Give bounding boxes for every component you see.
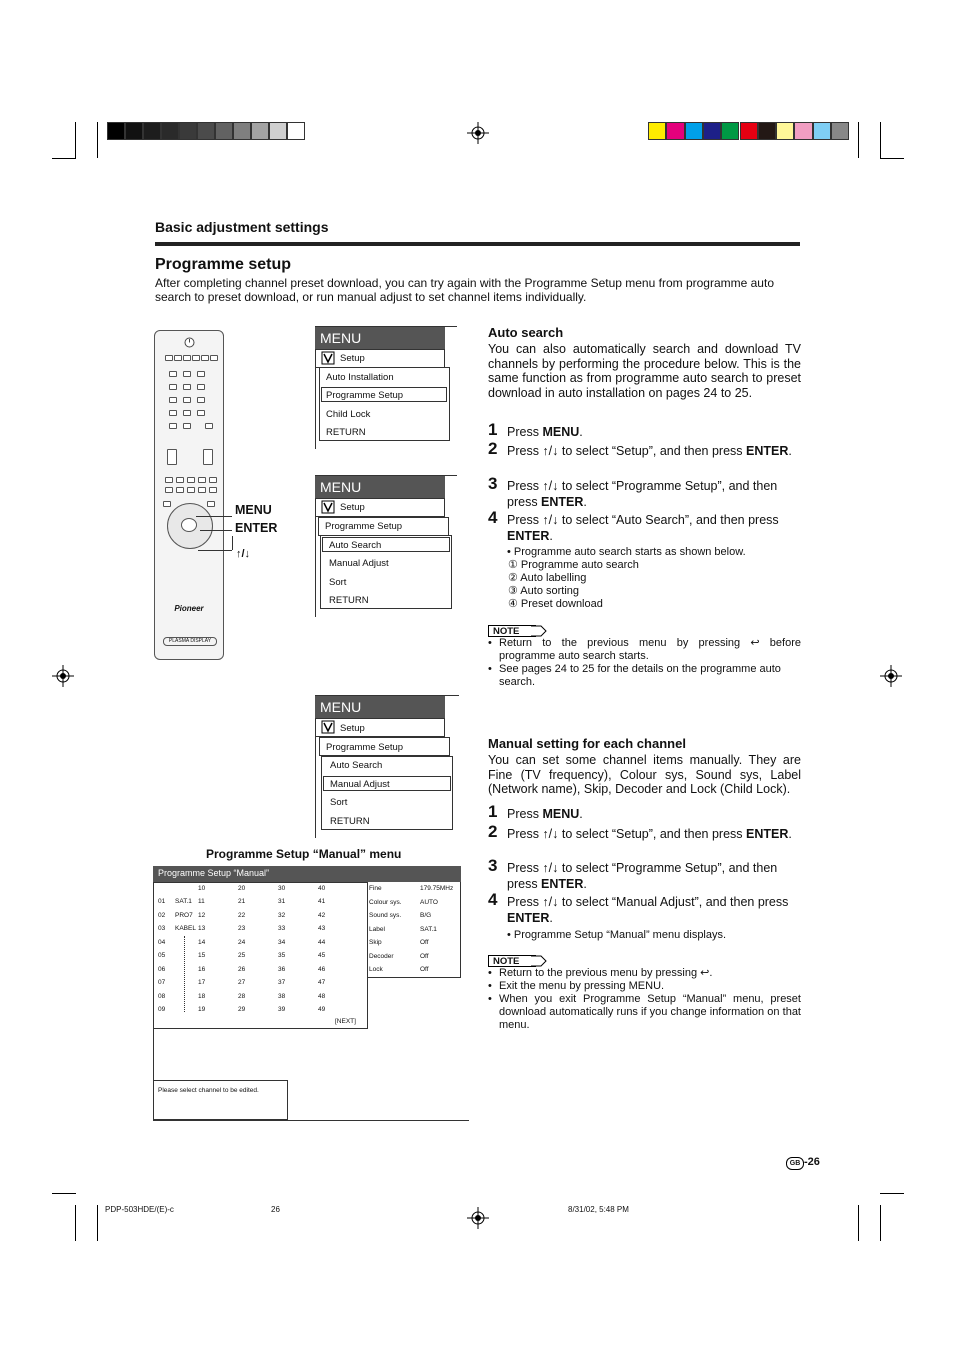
color-swatch <box>794 122 812 140</box>
grid-cell[interactable]: 33 <box>278 925 286 932</box>
grid-cell: 04 <box>158 938 166 946</box>
step-number: 3 <box>488 474 498 493</box>
detail-label: Lock <box>369 966 383 973</box>
remote-button <box>169 371 177 377</box>
auto-search-body: You can also automatically search and download TV channels by performing the procedure below. This is the same function as from programme auto search to preset download in auto installation on pages 24 to 25. <box>488 342 801 400</box>
grid-cell[interactable]: 34 <box>278 938 286 946</box>
page-title: Programme setup <box>155 256 292 273</box>
grid-cell[interactable]: 48 <box>318 992 326 1000</box>
grid-cell: 05 <box>158 952 166 959</box>
manual-menu-caption: Programme Setup “Manual” menu <box>206 847 402 861</box>
gray-swatch <box>179 122 197 140</box>
menu-item-selected[interactable]: Auto Search <box>329 540 382 551</box>
grid-cell: KABEL <box>175 925 196 932</box>
grid-cell[interactable]: 32 <box>278 911 286 919</box>
detail-value: 179.75MHz <box>420 885 454 892</box>
remote-button <box>169 384 177 390</box>
note-bullet: • <box>488 993 492 1005</box>
gray-swatch <box>269 122 287 140</box>
step-text-pre: Press ↑/↓ to select “Auto Search”, and then press <box>507 513 779 527</box>
manual-setting-body: You can set some channel items manually. They are Fine (TV frequency), Colour sys, Sound sys, Label (Network name), Skip, Decoder and Lock (Child Lock). <box>488 753 801 796</box>
footer-center: 26 <box>271 1205 280 1214</box>
manual-setting-heading: Manual setting for each channel <box>488 736 686 751</box>
note-bullet: • <box>488 967 492 979</box>
step-text-post: . <box>583 877 587 891</box>
detail-value: SAT.1 <box>420 925 437 933</box>
page-number: -26 <box>804 1156 820 1168</box>
auto-search-sub-item: ③ Auto sorting <box>508 585 580 597</box>
remote-button <box>183 371 191 377</box>
manual-setting-bullet: • Programme Setup “Manual” menu displays. <box>507 929 727 941</box>
grid-cell[interactable]: 46 <box>318 965 326 973</box>
callout-line <box>196 516 232 517</box>
menu-item[interactable]: Sort <box>330 797 348 808</box>
header-rule <box>155 242 800 246</box>
menu-sub-label: Programme Setup <box>326 742 404 753</box>
menu-setup-label: Setup <box>340 723 365 734</box>
remote-button <box>198 477 206 483</box>
gray-swatch <box>125 122 143 140</box>
auto-search-note: See pages 24 to 25 for the details on the programme auto search. <box>499 663 781 688</box>
gray-swatch <box>161 122 179 140</box>
gray-swatch <box>233 122 251 140</box>
step-text-pre: Press ↑/↓ to select “Programme Setup”, and then press <box>507 861 778 891</box>
note-badge: NOTE <box>488 955 536 967</box>
remote-button <box>163 501 171 507</box>
auto-search-sub-item: ④ Preset download <box>508 598 603 610</box>
grid-cell[interactable]: 29 <box>238 1006 246 1013</box>
note-badge: NOTE <box>488 625 536 637</box>
crop-mark <box>880 1193 904 1194</box>
remote-plasma-label: PLASMA DISPLAY <box>163 637 217 646</box>
menu-header: MENU <box>315 696 445 718</box>
remote-button <box>176 477 184 483</box>
remote-button <box>197 397 205 403</box>
color-swatch <box>703 122 721 140</box>
gray-swatch <box>197 122 215 140</box>
remote-button <box>197 371 205 377</box>
remote-button <box>210 355 218 361</box>
step-text-post: . <box>549 529 553 543</box>
menu-item[interactable]: Auto Search <box>330 760 383 771</box>
grid-cell[interactable]: 35 <box>278 952 286 959</box>
note-bullet: • <box>488 637 492 649</box>
grid-cell: 03 <box>158 925 166 932</box>
menu-item[interactable]: Sort <box>329 577 347 588</box>
remote-control <box>154 330 224 660</box>
gray-swatch <box>251 122 269 140</box>
callout-line <box>200 530 232 531</box>
detail-label: Colour sys. <box>369 898 402 906</box>
grid-cell[interactable]: 45 <box>318 952 326 959</box>
remote-button <box>203 449 213 465</box>
color-swatch <box>721 122 739 140</box>
crop-mark <box>97 122 98 158</box>
detail-label: Decoder <box>369 952 394 960</box>
grid-col-head: 10 <box>198 885 206 892</box>
remote-button <box>183 410 191 416</box>
menu-item[interactable]: RETURN <box>330 816 370 827</box>
detail-value: B/G <box>420 912 432 919</box>
detail-label: Label <box>369 925 385 933</box>
grid-cell[interactable]: 14 <box>198 938 206 946</box>
remote-enter-label: ENTER <box>235 521 278 535</box>
power-icon <box>184 337 195 348</box>
detail-value: AUTO <box>420 898 438 906</box>
crop-mark <box>97 1205 98 1241</box>
next-link[interactable]: [NEXT] <box>335 1018 356 1025</box>
step-text-key: ENTER <box>746 827 789 841</box>
step-number: 1 <box>488 802 498 821</box>
remote-button <box>201 355 209 361</box>
detail-label: Skip <box>369 939 382 946</box>
note-bullet: • <box>488 980 492 992</box>
note-arrow-icon <box>531 625 547 637</box>
registration-mark-icon <box>467 1207 489 1229</box>
grid-cell[interactable]: 47 <box>318 979 326 986</box>
grid-cell[interactable]: 12 <box>198 911 206 919</box>
crop-mark <box>75 122 76 158</box>
remote-button <box>169 423 177 429</box>
grid-cell[interactable]: 24 <box>238 938 246 946</box>
grid-cell[interactable]: 25 <box>238 952 246 959</box>
crop-mark <box>75 1205 76 1241</box>
menu-item-selected[interactable]: Programme Setup <box>326 390 404 401</box>
grid-cell[interactable]: 18 <box>198 992 206 1000</box>
grid-cell: 09 <box>158 1006 166 1013</box>
grid-cell[interactable]: 22 <box>238 911 246 919</box>
step-text-post: . <box>579 425 583 439</box>
remote-button <box>183 355 191 361</box>
registration-mark-icon <box>467 122 489 144</box>
grid-cell[interactable]: 31 <box>278 898 286 905</box>
grid-cell[interactable]: 13 <box>198 925 206 932</box>
step-text-key: MENU <box>542 425 580 439</box>
menu-item[interactable]: Manual Adjust <box>329 558 389 569</box>
grid-cell[interactable]: 37 <box>278 979 286 986</box>
step-text <box>507 826 801 842</box>
grid-cell: 06 <box>158 965 166 973</box>
grid-cell: 02 <box>158 911 166 919</box>
remote-enter-button <box>181 518 197 532</box>
auto-search-note: Return to the previous menu by pressing ↩ before programme auto search starts. <box>499 637 801 662</box>
step-text-pre: Press <box>507 425 543 439</box>
remote-button <box>205 423 213 429</box>
gray-swatch <box>215 122 233 140</box>
menu-item[interactable]: Child Lock <box>326 409 371 420</box>
crop-mark <box>52 158 76 159</box>
setup-icon <box>321 720 335 734</box>
remote-button <box>165 487 173 493</box>
setup-icon <box>321 500 335 514</box>
crop-mark <box>880 1205 881 1241</box>
step-text-pre: Press ↑/↓ to select “Setup”, and then press <box>507 444 747 458</box>
menu-item-selected[interactable]: Manual Adjust <box>330 779 390 790</box>
detail-value: Off <box>420 966 429 973</box>
remote-button <box>207 501 215 507</box>
step-text-key: ENTER <box>541 495 584 509</box>
auto-search-sub-item: ② Auto labelling <box>508 572 587 584</box>
menu-setup-label: Setup <box>340 502 365 513</box>
step-text-post: . <box>549 911 553 925</box>
grid-cell: PRO7 <box>175 911 193 919</box>
footer-right: 8/31/02, 5:48 PM <box>568 1205 629 1214</box>
step-text-post: . <box>579 807 583 821</box>
grid-col-head: 30 <box>278 885 286 892</box>
step-text-post: . <box>583 495 587 509</box>
detail-value: Off <box>420 952 429 960</box>
remote-button <box>187 487 195 493</box>
menu-item[interactable]: RETURN <box>329 595 369 606</box>
remote-menu-label: MENU <box>235 503 272 517</box>
color-swatch <box>758 122 776 140</box>
auto-search-bullet: • Programme auto search starts as shown below. <box>507 546 746 558</box>
grid-cell[interactable]: 19 <box>198 1006 206 1013</box>
note-bullet: • <box>488 663 492 675</box>
step-number: 4 <box>488 890 498 909</box>
color-swatch <box>648 122 666 140</box>
grid-cell[interactable]: 15 <box>198 952 206 959</box>
remote-arrows-label: ↑/↓ <box>236 548 251 560</box>
color-swatch <box>666 122 684 140</box>
detail-value: Off <box>420 939 429 946</box>
color-swatch <box>776 122 794 140</box>
color-swatch <box>740 122 758 140</box>
step-number: 2 <box>488 822 498 841</box>
remote-button <box>198 487 206 493</box>
grid-cell: 01 <box>158 898 166 905</box>
grid-cell[interactable]: 38 <box>278 992 286 1000</box>
crop-mark <box>52 1193 76 1194</box>
step-text-key: MENU <box>542 807 580 821</box>
menu-item[interactable]: RETURN <box>326 427 366 438</box>
remote-button <box>197 410 205 416</box>
grid-cell[interactable]: 27 <box>238 979 246 986</box>
step-text <box>507 894 801 926</box>
menu-item[interactable]: Auto Installation <box>326 372 394 383</box>
menu-header: MENU <box>315 476 445 498</box>
step-number: 3 <box>488 856 498 875</box>
registration-mark-icon <box>52 665 74 687</box>
color-swatch <box>831 122 849 140</box>
grid-cell[interactable]: 41 <box>318 898 326 905</box>
footer-left: PDP-503HDE/(E)-c <box>105 1205 174 1214</box>
menu-sub-label: Programme Setup <box>325 521 403 532</box>
grid-col-head: 40 <box>318 885 326 892</box>
grid-cell[interactable]: 43 <box>318 925 326 932</box>
manual-setting-note: When you exit Programme Setup “Manual” menu, preset download automatically runs if you change information on that menu. <box>499 993 801 1031</box>
auto-search-sub-item: ① Programme auto search <box>508 559 639 571</box>
manual-menu-prompt: Please select channel to be edited. <box>158 1087 259 1094</box>
step-text <box>507 860 801 892</box>
gray-swatch <box>287 122 305 140</box>
crop-mark <box>858 122 859 158</box>
callout-line <box>198 550 232 551</box>
gray-swatch <box>143 122 161 140</box>
detail-label: Sound sys. <box>369 912 402 919</box>
remote-button <box>183 397 191 403</box>
remote-button <box>192 355 200 361</box>
step-text-key: ENTER <box>541 877 584 891</box>
remote-button <box>165 355 173 361</box>
grid-cell[interactable]: 39 <box>278 1006 286 1013</box>
remote-button <box>169 397 177 403</box>
setup-icon <box>321 351 335 365</box>
color-swatch <box>685 122 703 140</box>
gray-swatch <box>107 122 125 140</box>
menu-header: MENU <box>315 327 445 349</box>
menu-setup-label: Setup <box>340 353 365 364</box>
section-header: Basic adjustment settings <box>155 219 329 235</box>
step-text <box>507 478 801 510</box>
grid-col-head: 20 <box>238 885 246 892</box>
remote-button <box>167 449 177 465</box>
manual-menu-header-text: Programme Setup “Manual” <box>158 868 270 878</box>
manual-setting-note: Exit the menu by pressing MENU. <box>499 980 665 992</box>
remote-button <box>209 487 217 493</box>
remote-button <box>183 423 191 429</box>
grid-cell[interactable]: 44 <box>318 938 326 946</box>
crop-mark <box>880 158 904 159</box>
step-number: 1 <box>488 420 498 439</box>
note-arrow-icon <box>531 955 547 967</box>
grid-cell: 08 <box>158 992 166 1000</box>
crop-mark <box>880 122 881 158</box>
remote-button <box>174 355 182 361</box>
remote-button <box>197 384 205 390</box>
dotted-line <box>184 936 185 1012</box>
step-text <box>507 424 801 440</box>
crop-mark <box>858 1205 859 1241</box>
registration-mark-icon <box>880 665 902 687</box>
auto-search-heading: Auto search <box>488 325 564 340</box>
grid-cell[interactable]: 11 <box>198 898 205 905</box>
step-text <box>507 512 801 544</box>
manual-setting-note: Return to the previous menu by pressing ↩. <box>499 967 713 979</box>
grid-cell[interactable]: 28 <box>238 992 246 1000</box>
grid-cell[interactable]: 21 <box>238 898 246 905</box>
step-number: 4 <box>488 508 498 527</box>
grid-cell[interactable]: 16 <box>198 965 206 973</box>
step-text-key: ENTER <box>507 529 550 543</box>
remote-button <box>169 410 177 416</box>
step-text-pre: Press ↑/↓ to select “Manual Adjust”, and then press <box>507 895 789 909</box>
step-text-post: . <box>788 444 792 458</box>
grid-cell: SAT.1 <box>175 898 192 905</box>
remote-button <box>176 487 184 493</box>
remote-button <box>209 477 217 483</box>
step-text <box>507 443 801 459</box>
color-swatch <box>813 122 831 140</box>
callout-line <box>232 536 233 550</box>
grid-cell[interactable]: 23 <box>238 925 246 932</box>
step-text <box>507 806 801 822</box>
step-text-key: ENTER <box>507 911 550 925</box>
grid-cell[interactable]: 36 <box>278 965 286 973</box>
remote-brand: Pioneer <box>174 604 204 613</box>
remote-button <box>187 477 195 483</box>
remote-button <box>165 477 173 483</box>
grid-cell[interactable]: 49 <box>318 1006 326 1013</box>
step-number: 2 <box>488 439 498 458</box>
intro-text: After completing channel preset download, you can try again with the Programme Setup menu from programme auto search to preset download, or run manual adjust to set channel items individually. <box>155 276 774 304</box>
step-text-pre: Press ↑/↓ to select “Programme Setup”, and then press <box>507 479 778 509</box>
grid-cell[interactable]: 42 <box>318 911 326 919</box>
detail-label: Fine <box>369 885 382 892</box>
grid-cell[interactable]: 26 <box>238 965 246 973</box>
grid-cell[interactable]: 17 <box>198 979 206 986</box>
gb-badge: GB <box>786 1157 804 1170</box>
step-text-pre: Press <box>507 807 543 821</box>
step-text-post: . <box>788 827 792 841</box>
remote-button <box>183 384 191 390</box>
step-text-pre: Press ↑/↓ to select “Setup”, and then press <box>507 827 747 841</box>
grid-cell: 07 <box>158 979 166 986</box>
step-text-key: ENTER <box>746 444 789 458</box>
